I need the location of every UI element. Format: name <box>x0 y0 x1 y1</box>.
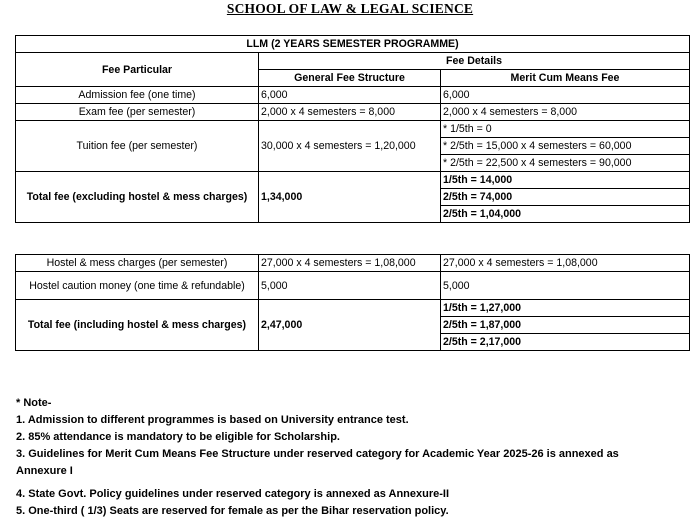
tuition-merit-line: * 2/5th = 15,000 x 4 semesters = 60,000 <box>441 138 690 155</box>
programme-row <box>16 36 690 53</box>
hostel-label: Hostel & mess charges (per semester) <box>16 255 259 272</box>
note-item: 1. Admission to different programmes is based on University entrance test. <box>16 414 409 426</box>
exam-general: 2,000 x 4 semesters = 8,000 <box>259 104 441 121</box>
fee-details-header: Fee Details <box>259 53 690 70</box>
total-excl-merit-line: 2/5th = 1,04,000 <box>441 206 690 223</box>
notes-heading: * Note- <box>16 397 52 409</box>
total-incl-merit-line: 1/5th = 1,27,000 <box>441 300 690 317</box>
hostel-merit: 27,000 x 4 semesters = 1,08,000 <box>441 255 690 272</box>
hostel-fee-table <box>15 254 690 351</box>
programme-title: LLM (2 YEARS SEMESTER PROGRAMME) <box>16 36 690 53</box>
note-item: 4. State Govt. Policy guidelines under reserved category is annexed as Annexure-II <box>16 488 450 500</box>
total-incl-merit-line: 2/5th = 1,87,000 <box>441 317 690 334</box>
total-excl-merit-line: 1/5th = 14,000 <box>441 172 690 189</box>
table-row <box>16 300 690 317</box>
notes-section <box>16 395 686 520</box>
fee-particular-header: Fee Particular <box>16 53 259 87</box>
llm-fee-table <box>15 35 690 223</box>
note-item: 5. One-third ( 1/3) Seats are reserved for female as per the Bihar reservation policy. <box>16 505 449 517</box>
table-row <box>16 255 690 272</box>
table-row <box>16 172 690 189</box>
tuition-general: 30,000 x 4 semesters = 1,20,000 <box>259 121 441 172</box>
total-incl-merit-line: 2/5th = 2,17,000 <box>441 334 690 351</box>
page-title: SCHOOL OF LAW & LEGAL SCIENCE <box>226 1 474 16</box>
general-fee-header: General Fee Structure <box>259 70 441 87</box>
table-row <box>16 121 690 138</box>
table-row <box>16 87 690 104</box>
exam-label: Exam fee (per semester) <box>16 104 259 121</box>
total-incl-general: 2,47,000 <box>259 300 441 351</box>
hostel-general: 27,000 x 4 semesters = 1,08,000 <box>259 255 441 272</box>
tuition-label: Tuition fee (per semester) <box>16 121 259 172</box>
admission-merit: 6,000 <box>441 87 690 104</box>
exam-merit: 2,000 x 4 semesters = 8,000 <box>441 104 690 121</box>
caution-label: Hostel caution money (one time & refundable) <box>16 272 259 300</box>
caution-merit: 5,000 <box>441 272 690 300</box>
table-row <box>16 104 690 121</box>
note-item: 3. Guidelines for Merit Cum Means Fee Structure under reserved category for Academic Year 2025-26 is annexed as <box>16 448 619 460</box>
total-excl-label: Total fee (excluding hostel & mess charges) <box>16 172 259 223</box>
total-excl-general: 1,34,000 <box>259 172 441 223</box>
admission-label: Admission fee (one time) <box>16 87 259 104</box>
admission-general: 6,000 <box>259 87 441 104</box>
note-item: 2. 85% attendance is mandatory to be eligible for Scholarship. <box>16 431 340 443</box>
caution-general: 5,000 <box>259 272 441 300</box>
total-excl-merit-line: 2/5th = 74,000 <box>441 189 690 206</box>
note-item: Annexure I <box>16 465 73 477</box>
total-incl-label: Total fee (including hostel & mess charges) <box>16 300 259 351</box>
tuition-merit-line: * 1/5th = 0 <box>441 121 690 138</box>
table-row <box>16 272 690 300</box>
header-row <box>16 53 690 70</box>
tuition-merit-line: * 2/5th = 22,500 x 4 semesters = 90,000 <box>441 155 690 172</box>
merit-fee-header: Merit Cum Means Fee <box>441 70 690 87</box>
